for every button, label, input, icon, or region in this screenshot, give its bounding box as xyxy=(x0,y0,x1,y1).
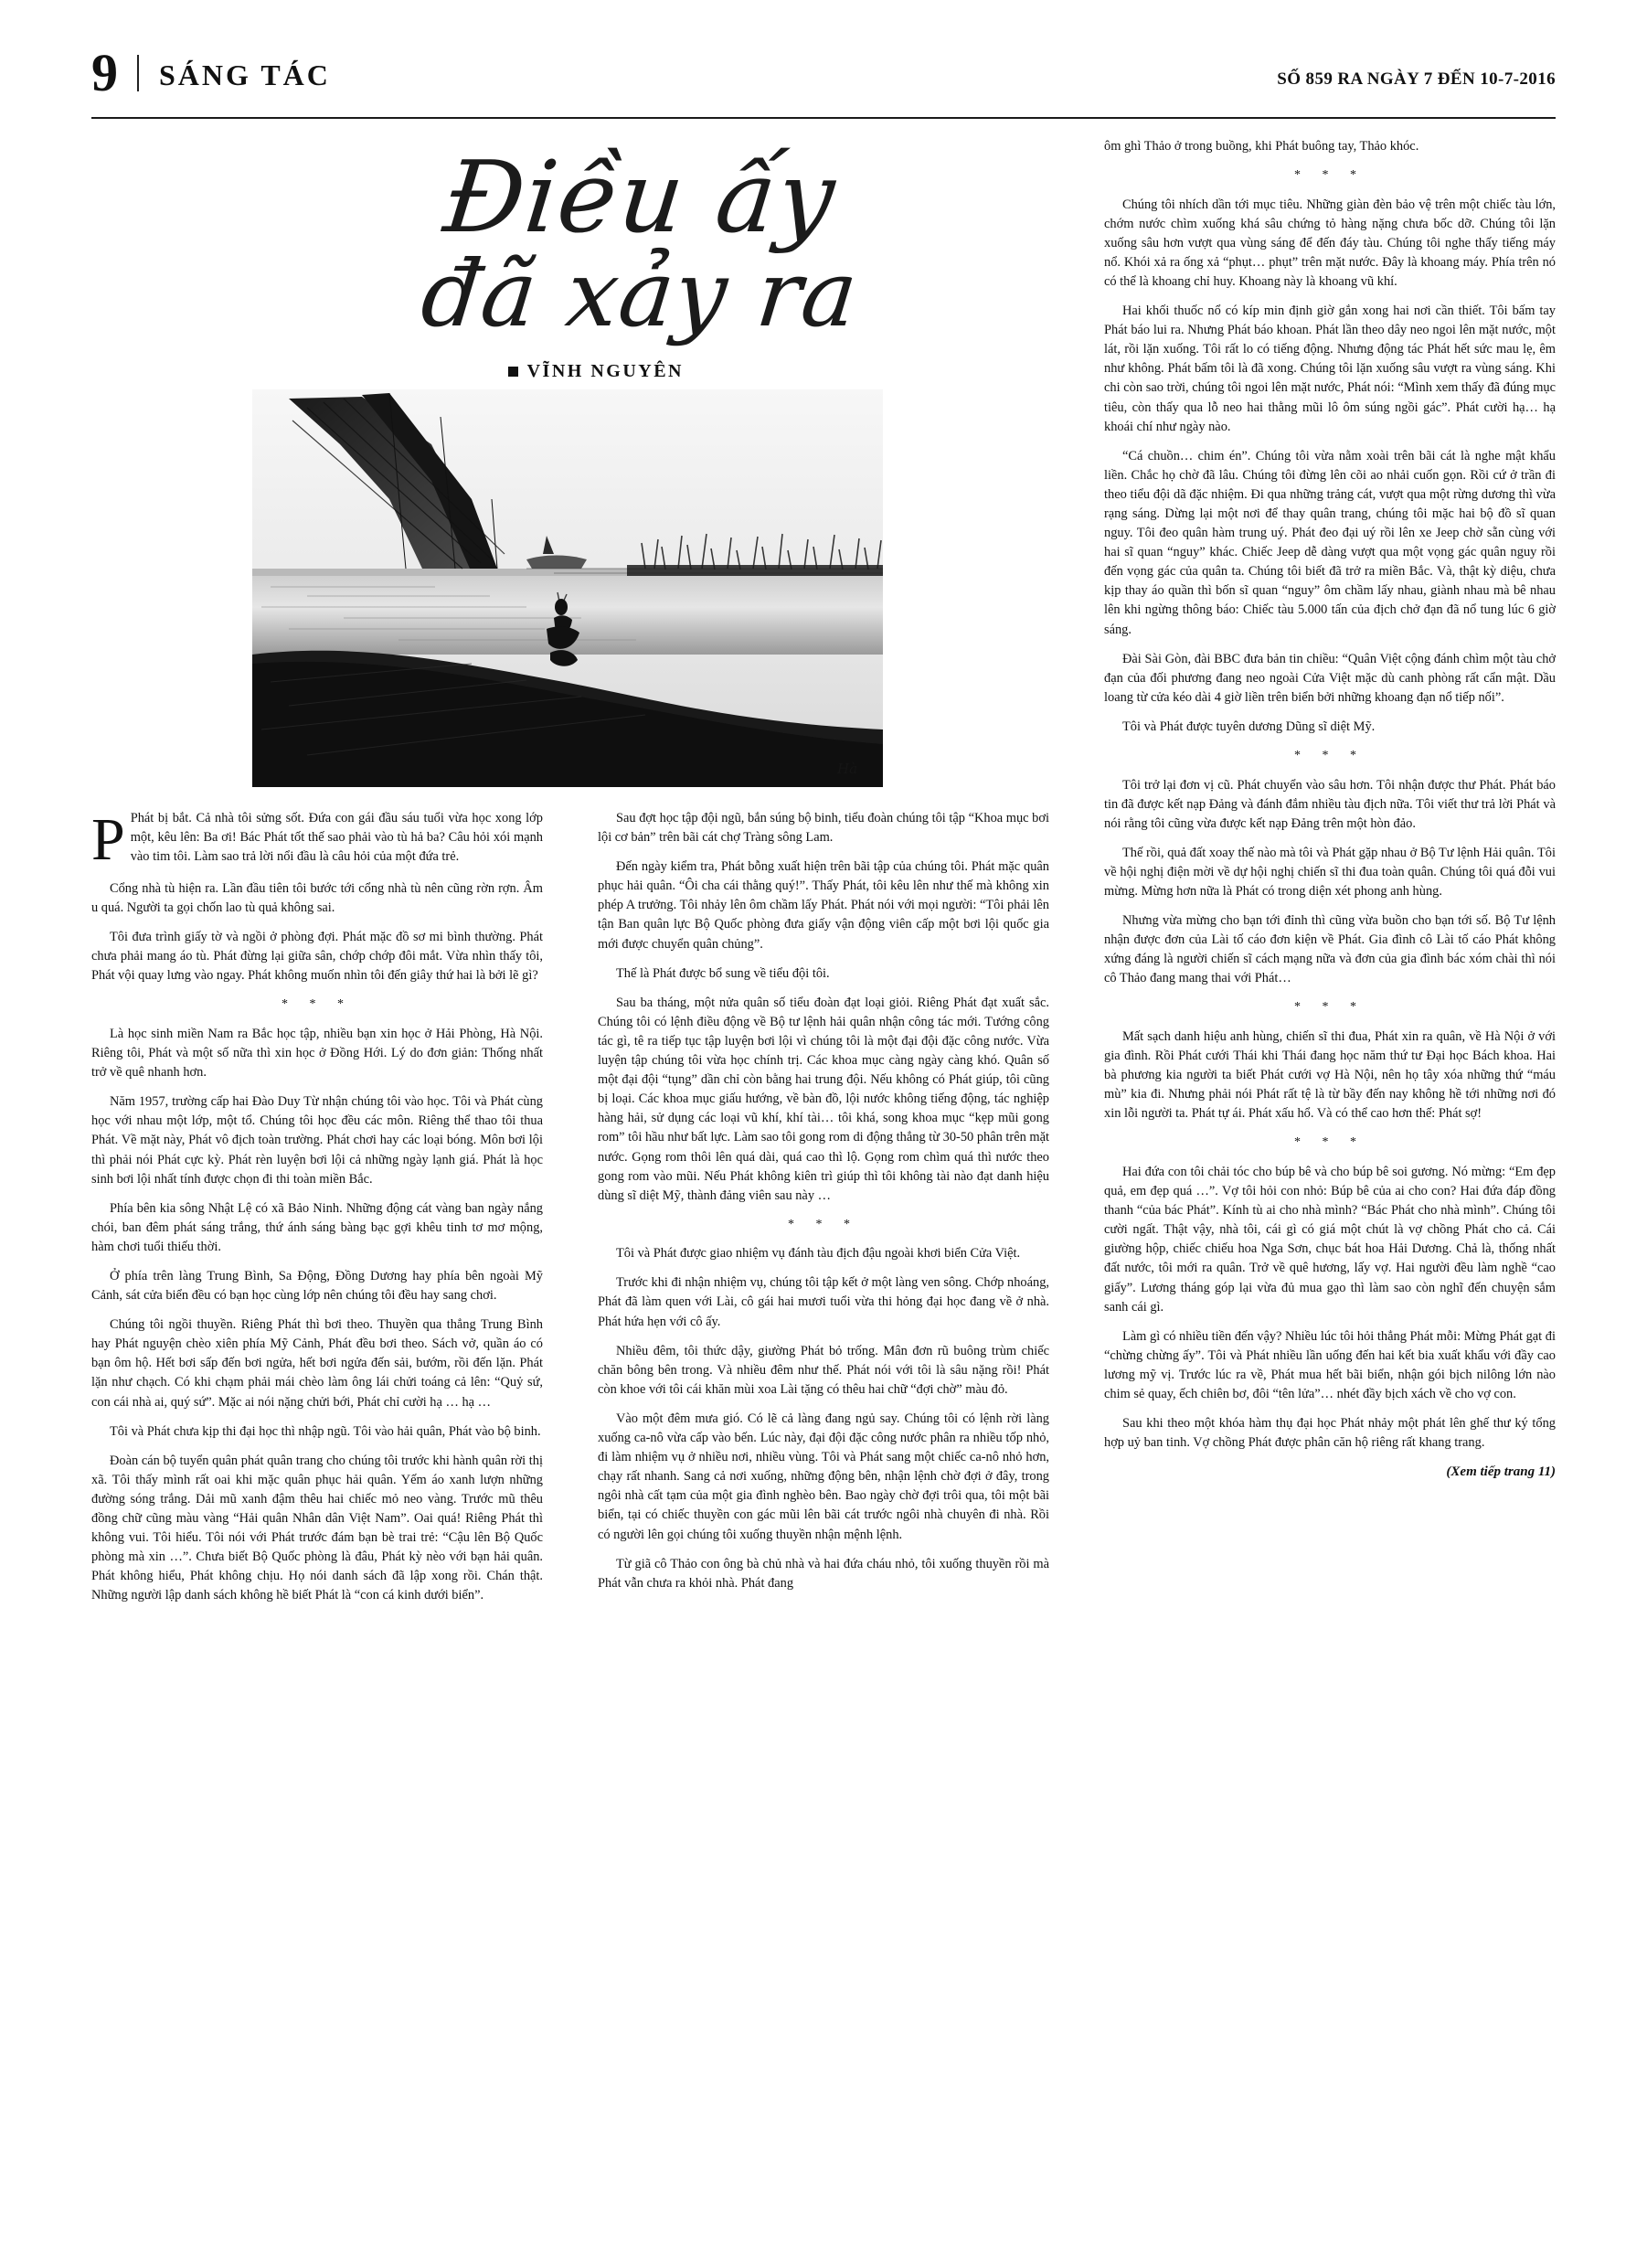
paragraph: Tôi và Phát chưa kịp thi đại học thì nhập ngũ. Tôi vào hải quân, Phát vào bộ binh. xyxy=(110,1423,541,1439)
masthead xyxy=(91,42,1556,102)
column-1-flow xyxy=(91,806,543,1616)
paragraph: Thế là Phát được bổ sung về tiểu đội tôi. xyxy=(616,965,830,981)
section-title: SÁNG TÁC xyxy=(159,59,331,91)
drop-cap: P xyxy=(91,806,125,873)
section-separator: * * * xyxy=(1294,1135,1365,1150)
paragraph: Đoàn cán bộ tuyển quân phát quân trang cho chúng tôi trước khi hành quân rời thị xã. Tôi thấy mình rất oai khi mặc quân phục hải quân. Yếm áo xanh lượn những đường sóng trắng. Dải mũ xanh đậm thêu hai chiếc mỏ neo vàng. Trước mũ thêu đồng chữ cũng màu vàng “Hải quân Nhân dân Việt Nam”. Oai quá! Riêng Phát thì không vui. Tôi hiểu. Tôi nói với Phát trước đám bạn bè trai trẻ: “Cậu lên Bộ Quốc phòng mà xin …”. Chưa biết Bộ Quốc phòng là đâu, Phát kỳ nèo với bạn hải quân. Phát không hiểu, Phát không chịu. Họ nói danh sách đã lập xong rồi. Chán thật. Những người lập danh sách không hề biết Phát là “con cá kinh dưới biển”. xyxy=(91,1453,543,1603)
paragraph: Tôi đưa trình giấy tờ và ngồi ở phòng đợi. Phát mặc đồ sơ mi bình thường. Phát chưa phải mang áo tù. Phát đừng lại giữa sân, chớp chớp đôi mắt. Vừa nhìn thấy tôi, Phát vội quay lưng vào ngay. Phát không muốn nhìn tôi đến giây thứ hai là bởi lẽ gì? xyxy=(91,930,543,984)
paragraph: Nhiều đêm, tôi thức dậy, giường Phát bỏ trống. Mân đơn rũ buông trùm chiếc chăn bông bên trong. Và nhiều đêm như thế. Phát nói với tôi là sâu nặng rồi! Phát còn khoe với tôi cái khăn mùi xoa Lài tặng có thêu hai chữ “đợi chờ” màu đỏ. xyxy=(598,1343,1049,1397)
paragraph: ôm ghì Thảo ở trong buồng, khi Phát buông tay, Thảo khóc. xyxy=(1104,139,1419,154)
paragraph: Chúng tôi nhích dần tới mục tiêu. Những giàn đèn bảo vệ trên một chiếc tàu lớn, chớm nước chìm xuống khá sâu chứng tỏ hàng nặng chưa bốc dỡ. Chúng tôi lặn xuống sâu hơn vượt qua vùng sáng để đến đáy tàu. Chúng tôi nghe thấy tiếng máy nổ. Khói xả ra ống xả “phụt… phụt” trên mặt nước. Đây là khoang máy. Phía trên nó có thể là khoang chỉ huy. Khoang này là khoang vũ khí. xyxy=(1104,197,1556,289)
paragraph: Vào một đêm mưa gió. Có lẽ cả làng đang ngủ say. Chúng tôi có lệnh rời làng xuống ca-nô vừa cấp vào bến. Lúc này, đại đội đặc công nước phân ra nhiều tốp nhỏ, đi làm nhiệm vụ ở nhiều nơi, nhiều vùng. Tôi và Phát sang một chiếc ca-nô nhỏ hơn, chạy rất nhanh. Sang cả nơi xuống, những động bên, nhận lệnh chờ đợi ở đây, trong ngôi nhà cất tạm của một gia đình nghèo bên. Bao ngày chờ đợi trôi qua, tôi một bãi biển, tại có chiếc thuyền con gác mũi lên bãi cát trước ngôi nhà chuyên đi nhà. Rồi có người lên gọi chúng tôi xuống thuyền nhận mệnh lệnh. xyxy=(598,1411,1049,1542)
byline xyxy=(508,361,684,382)
page-number: 9 xyxy=(91,42,117,102)
paragraph: “Cá chuồn… chim én”. Chúng tôi vừa nằm xoài trên bãi cát là nghe mật khẩu liền. Chắc họ chờ đã lâu. Chúng tôi đừng lên cõi ao nhải cuốn gọn. Rồi cứ ở trần đi theo tiểu đội dã đặc nhiệm. Đi qua những trảng cát, vượt qua một rừng dương thì vừa rạng sáng. Dừng lại một nơi để thay quân trang, chúng tôi mặc hai bộ đồ sĩ quan nguy. Tôi đeo quân hàm trung uý. Phát đeo đại uý rồi lên xe Jeep chờ sẵn cùng với hai sĩ quan “nguy” khác. Chiếc Jeep dễ dàng vượt qua một vọng gác quân nguy rồi đến vọng gác của quân ta. Chúng tôi biết đã trở ra miền Bắc. Và, thật kỳ diệu, chưa kịp thay áo quần thì bốn sĩ quan “nguy” ôm chầm lấy nhau, giành nhau mà bê nhau lên khi ngừng thông báo: Chiếc tàu 5.000 tấn của địch chở đạn đã nổ tung lúc 6 giờ sáng. xyxy=(1104,448,1556,637)
paragraph: Từ giã cô Thảo con ông bà chủ nhà và hai đứa cháu nhỏ, tôi xuống thuyền rồi mà Phát vẫn chưa ra khỏi nhà. Phát đang xyxy=(598,1556,1049,1591)
paragraph: Đến ngày kiểm tra, Phát bỗng xuất hiện trên bãi tập của chúng tôi. Phát mặc quân phục hải quân. “Ôi cha cái thằng quý!”. Thấy Phát, tôi kêu lên như thế mà không xin phép A trưởng. Tôi nhảy lên ôm chầm lấy Phát. Phát nói với mọi người: “Tôi phải lên tận Ban quân lực Bộ Quốc phòng đưa giấy vận động viên cấp một bơi lội quốc gia mới được chuyển quân chủng”. xyxy=(598,859,1049,952)
paragraph: Nhưng vừa mừng cho bạn tới đỉnh thì cũng vừa buồn cho bạn tới số. Bộ Tư lệnh nhận được đơn của Lài tố cáo đơn kiện về Phát. Gia đình cô Lài tố cáo Phát không xứng đáng là người chiến sĩ cách mạng nữa và đơn của gia đình bác xóm chài thì nói cô Thảo đang mang thai với Phát… xyxy=(1104,913,1556,986)
paragraph: Hai khối thuốc nổ có kíp min định giờ gắn xong hai nơi cần thiết. Tôi bấm tay Phát báo lui ra. Nhưng Phát báo khoan. Phát lần theo dây neo ngoi lên mặt nước, một lát, rồi lặn xuống. Tôi rất lo có tiếng động. Nhưng động tác Phát hết sức mau lẹ, êm như không. Phát bấm tôi là đã xong. Chúng tôi lặn xuống sâu vượt ra vùng sáng. Khi chi còn sao trời, chúng tôi ngoi lên mặt nước, Phát nói: “Mình xem thấy đã đúng mục tiêu, còn thấy qua lỗ neo hai thằng mũi lô ôm súng ngồi gác”. Phát cười hạ… hạ khoái chí như ngày nào. xyxy=(1104,303,1556,434)
illustration-signature: Hà xyxy=(837,761,858,777)
continued-note: (Xem tiếp trang 11) xyxy=(1446,1464,1556,1480)
paragraph: Làm gì có nhiều tiền đến vậy? Nhiều lúc tôi hỏi thẳng Phát mỗi: Mừng Phát gạt đi “chừng chừng ấy”. Tôi và Phát nhiều lần uống đến hai kết bia xuất khẩu với đầy cao lương mỹ vị. Trước lúc ra về, Phát mua hết bãi biển, nhận gói bịch nilông lớn nào chim sẻ quay, ếch chiên bơ, đôi “tên lửa”… nhét đầy bịch xách về cho vợ con. xyxy=(1104,1328,1556,1401)
paragraph: Cổng nhà tù hiện ra. Lần đầu tiên tôi bước tới cổng nhà tù nên cũng rờn rợn. Âm u quá. Người ta gọi chốn lao tù quả không sai. xyxy=(91,881,543,916)
section-separator: * * * xyxy=(788,1217,859,1231)
paragraph xyxy=(91,806,543,873)
paragraph: Phía bên kia sông Nhật Lệ có xã Bảo Ninh. Những động cát vàng ban ngày nắng chói, ban đêm phát sáng trắng, thứ ánh sáng bàng bạc gợi khêu tinh tơ mơ mộng, hàm chơi tuổi thiếu thời. xyxy=(91,1200,543,1254)
article-title xyxy=(256,141,1024,348)
section-separator: * * * xyxy=(282,997,353,1012)
paragraph: Trước khi đi nhận nhiệm vụ, chúng tôi tập kết ở một làng ven sông. Chớp nhoáng, Phát đã làm quen với Lài, cô gái hai mươi tuổi vừa thi hỏng đại học đang về ở nhà. Phát hứa hẹn với cô ấy. xyxy=(598,1275,1049,1329)
paragraph: Năm 1957, trường cấp hai Đào Duy Từ nhận chúng tôi vào học. Tôi và Phát cùng học với nhau một lớp, một tổ. Chúng tôi học đều các môn. Riêng thể thao tôi thua Phát. Về mặt này, Phát vô địch toàn trường. Phát chơi hay các loại bóng. Môn bơi lội thì phải nói Phát cực kỳ. Phát rèn luyện bơi lội cả những ngày lạnh giá. Phát là học sinh bơi lội nhất tính được chọn đi thi toàn miền Bắc. xyxy=(91,1094,543,1187)
paragraph: Tôi và Phát được giao nhiệm vụ đánh tàu địch đậu ngoài khơi biển Cửa Việt. xyxy=(616,1246,1021,1262)
article-header xyxy=(91,137,1049,873)
paragraph: Sau khi theo một khóa hàm thụ đại học Phát nhảy một phát lên ghế thư ký tổng hợp uỷ ban tinh. Vợ chồng Phát được phân căn hộ riêng rất khang trang. xyxy=(1104,1416,1556,1451)
section-separator: * * * xyxy=(1294,1000,1365,1015)
paragraph: Sau đợt học tập đội ngũ, bắn súng bộ binh, tiểu đoàn chúng tôi tập “Khoa mục bơi lội cơ bản” trên bãi cát chợ Tràng sông Lam. xyxy=(598,811,1049,846)
illustration-artwork xyxy=(252,389,883,787)
paragraph: Đài Sài Gòn, đài BBC đưa bản tin chiều: “Quân Việt cộng đánh chìm một tàu chở đạn của đối phương đang neo ngoài Cửa Việt mặc dù canh phòng rất cẩn mật. Dầu loang từ cửa kéo dài 4 giờ liền trên biển bởi những khoang đạn nổ tiếp nối”. xyxy=(1104,651,1556,705)
article-title-line2: đã xảy ra xyxy=(416,240,864,348)
masthead-left xyxy=(91,42,331,102)
section-separator: * * * xyxy=(1294,168,1365,183)
paragraph: Sau ba tháng, một nửa quân số tiểu đoàn đạt loại giỏi. Riêng Phát đạt xuất sắc. Chúng tôi có lệnh điều động về Bộ tư lệnh hải quân nhận công tác mới. Tướng công tác gì, tê ra tiếp tục tập luyện bơi lội vì chúng tôi là một đại đội đặc công nước. Vừa luyện tập chúng tôi vừa học chính trị. Các khoa mục càng ngày càng khó. Quân số một đại đội “tụng” dần chỉ còn bằng hai trung đội. Nếu không có Phát giúp, tôi cũng bị loại. Các khoa mục giấu hướng, về bàn đồ, lội nước không tiếng động, tác nghiệp hàng hải, sử dụng các loại vũ khí, khí tài… tôi khá, song khoa mục “kẹp mũi gong rom” tôi hầu như bất lực. Làm sao tôi gong rom di động thẳng từ 30-50 phân trên mặt nước. Gọng rom thôi lên quá dài, quá cao thì lộ. Gọng rom chìm quá thì nước theo gong rom vào mũi. Nếu Phát không kiên trì giúp thì tôi không tài nào đạt danh hiệu dùng sĩ diệt Mỹ, thành đảng viên sau này … xyxy=(598,995,1049,1203)
paragraph-text: Phát bị bắt. Cả nhà tôi sửng sốt. Đứa con gái đầu sáu tuổi vừa học xong lớp một, kêu lên: Ba ơi! Bác Phát tốt thế sao phải vào tù hả ba? Câu hỏi xói mạnh vào tim tôi. Làm sao trả lời nổi đầu là câu hỏi của một đứa trẻ. xyxy=(130,811,543,865)
section-separator: * * * xyxy=(1294,749,1365,763)
paragraph: Tôi và Phát được tuyên dương Dũng sĩ diệt Mỹ. xyxy=(1122,719,1376,734)
paragraph: Chúng tôi ngồi thuyền. Riêng Phát thì bơi theo. Thuyền qua thẳng Trung Bình hay Phát nguyện chèo xiên phía Mỹ Cảnh, Phát đều bơi theo. Sách vở, quần áo có bạn ôm hộ. Hết bơi sấp đến bơi ngửa, hết bơi ngửa đến sải, bướm, rồi đến lặn. Phát lặn như chạch. Có khi chạm phải mái chèo làm ông lái chửi toáng cả lên: “Quỷ sứ, con cái nhà ai, quý sứ”. Mặc ai nói nặng chửi bới, Phát chỉ cười hạ … hạ … xyxy=(91,1317,543,1410)
column-2-flow xyxy=(598,809,1049,1603)
issue-line: SỐ 859 RA NGÀY 7 ĐẾN 10-7-2016 xyxy=(1277,69,1556,89)
bullet-square-icon xyxy=(508,367,518,377)
body-area xyxy=(91,137,1556,2231)
paragraph: Là học sinh miền Nam ra Bắc học tập, nhiều bạn xin học ở Hải Phòng, Hà Nội. Riêng tôi, Phát và một số nữa thì xin học ở Đồng Hới. Lý do đơn giản: Thống nhất trở về quê nhanh hơn. xyxy=(91,1026,543,1081)
paragraph: Ở phía trên làng Trung Bình, Sa Động, Đồng Dương hay phía bên ngoài Mỹ Cảnh, sát cửa biển đều có bạn học cùng lớp nên chúng tôi đều hay sang chơi. xyxy=(91,1269,543,1304)
article-illustration xyxy=(252,389,883,787)
paragraph: Tôi trở lại đơn vị cũ. Phát chuyển vào sâu hơn. Tôi nhận được thư Phát. Phát báo tin đã được kết nạp Đảng và đánh đắm nhiều tàu địch nữa. Tôi viết thư trả lời Phát và nói rằng tôi cũng vừa được kết nạp Đảng trên một hòn đảo. xyxy=(1104,777,1556,831)
article-title-line1: Điều ấy xyxy=(439,141,841,255)
paragraph: Thế rồi, quả đất xoay thế nào mà tôi và Phát gặp nhau ở Bộ Tư lệnh Hải quân. Tôi về hội nghị điện mời về dự hội nghị chiến sĩ thi đua toàn quân. Chúng tôi quá đỗi vui mừng. Mừng hơn nữa là Phát có trong diện xét phong anh hùng. xyxy=(1104,845,1556,899)
paragraph: Mất sạch danh hiệu anh hùng, chiến sĩ thi đua, Phát xin ra quân, về Hà Nội ở với gia đình. Rồi Phát cưới Thái khi Thái đang học năm thứ tư Đại học Bách khoa. Hai bà phương kia người ta biết Phát cưới vợ Hà Nội, nên họ tây xóa những thứ “máu mù” kia đi. Nhưng phải nói Phát rất tệ là từ bầy đến nay không hề tới những nơi đó xin lỗi người ta. Phát tự ái. Phát xấu hổ. Và có thể cao hơn thế: Phát sợ! xyxy=(1104,1028,1556,1122)
author-name: VĨNH NGUYÊN xyxy=(526,361,684,381)
paragraph: Hai đứa con tôi chải tóc cho búp bê và cho búp bê soi gương. Nó mừng: “Em đẹp quả, em đẹp quá …”. Vợ tôi hỏi con nhỏ: Búp bê của ai cho con? Hai đứa đáp đồng thanh “của bác Phát”. Kính tù ai cho nhà mình? “Bác Phát cho nhà mình”. Chúng tôi cười ngất. Thật vậy, nhà tôi, cái gì có giá một chút là vợ chồng Phát cho cả. Cái giường hộp, chiếc chiếu hoa Nga Sơn, chục bát hoa Hải Dương. Chả là, thống nhất đất nước, tôi mới ra quân. Trở về quê hương, lấy vợ. Hai người đều làm nghề “cao giấy”. Lương tháng góp lại vừa đủ mua gạo thì làm sao còn nghĩ đến chuyện sắm sanh cái gì. xyxy=(1104,1164,1556,1315)
masthead-divider xyxy=(137,55,139,91)
column-3-flow xyxy=(1104,137,1556,1493)
header-rule xyxy=(91,117,1556,119)
